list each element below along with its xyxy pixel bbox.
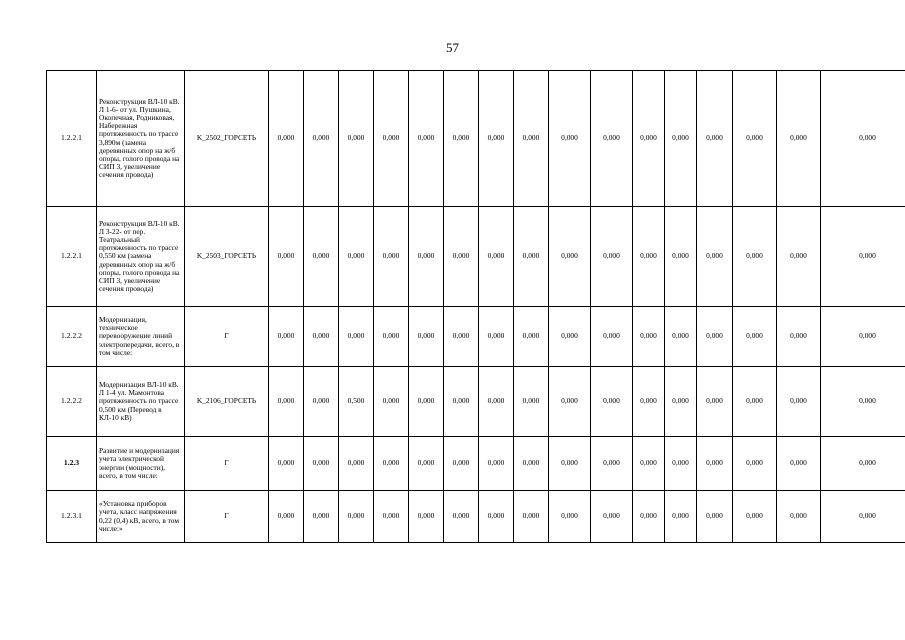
value-cell: 0,000 — [633, 437, 665, 491]
value-cell: 0,000 — [304, 207, 339, 307]
value-cell: 0,000 — [591, 367, 633, 437]
value-cell: 0,000 — [549, 491, 591, 543]
value-cell: 0,000 — [733, 307, 777, 367]
row-description: Модернизация ВЛ-10 кВ. Л 1-4 ул. Мамонтова протяженность по трассе 0,500 км (Перевод в КЛ-10 кВ) — [97, 367, 185, 437]
value-cell: 0,000 — [339, 491, 374, 543]
value-cell: 0,000 — [444, 207, 479, 307]
value-cell: 0,000 — [821, 71, 905, 207]
value-cell: 0,000 — [733, 437, 777, 491]
row-description: «Установка приборов учета, класс напряжения 0,22 (0,4) кВ, всего, в том числе:» — [97, 491, 185, 543]
row-description: Реконструкция ВЛ-10 кВ. Л 3-22- от пер. Театральный протяженность по трассе 0,550 км (замена деревянных опор на ж/б опоры, голого провода на СИП 3, увеличение сечения провода) — [97, 207, 185, 307]
value-cell: 0,000 — [697, 307, 733, 367]
value-cell: 0,000 — [409, 491, 444, 543]
value-cell: 0,000 — [777, 491, 821, 543]
value-cell: 0,000 — [665, 207, 697, 307]
row-description: Развитие и модернизация учета электрической энергии (мощности), всего, в том числе: — [97, 437, 185, 491]
value-cell: 0,000 — [633, 367, 665, 437]
row-index: 1.2.3.1 — [47, 491, 97, 543]
value-cell: 0,000 — [479, 207, 514, 307]
value-cell: 0,000 — [339, 307, 374, 367]
table-row — [47, 491, 905, 543]
value-cell: 0,000 — [409, 207, 444, 307]
value-cell: 0,000 — [514, 367, 549, 437]
value-cell: 0,000 — [479, 437, 514, 491]
table-row — [47, 437, 905, 491]
page-number: 57 — [446, 40, 459, 55]
value-cell: 0,000 — [591, 207, 633, 307]
value-cell: 0,000 — [409, 307, 444, 367]
value-cell: 0,000 — [409, 437, 444, 491]
value-cell: 0,000 — [733, 71, 777, 207]
value-cell: 0,000 — [269, 307, 304, 367]
value-cell: 0,000 — [665, 367, 697, 437]
value-cell: 0,000 — [409, 367, 444, 437]
value-cell: 0,000 — [374, 71, 409, 207]
value-cell: 0,000 — [697, 491, 733, 543]
value-cell: 0,000 — [269, 367, 304, 437]
value-cell: 0,000 — [777, 367, 821, 437]
value-cell: 0,000 — [444, 491, 479, 543]
row-index: 1.2.2.1 — [47, 71, 97, 207]
value-cell: 0,000 — [821, 207, 905, 307]
value-cell: 0,000 — [514, 207, 549, 307]
value-cell: 0,000 — [479, 307, 514, 367]
value-cell: 0,000 — [374, 207, 409, 307]
table-row — [47, 307, 905, 367]
value-cell: 0,000 — [339, 437, 374, 491]
value-cell: 0,000 — [697, 71, 733, 207]
row-code: K_2106_ГОРСЕТЬ — [185, 367, 269, 437]
value-cell: 0,000 — [665, 307, 697, 367]
value-cell: 0,000 — [514, 437, 549, 491]
value-cell: 0,000 — [777, 437, 821, 491]
value-cell: 0,000 — [444, 437, 479, 491]
row-index: 1.2.2.1 — [47, 207, 97, 307]
value-cell: 0,000 — [665, 71, 697, 207]
value-cell: 0,000 — [665, 491, 697, 543]
value-cell: 0,000 — [821, 437, 905, 491]
value-cell: 0,000 — [697, 437, 733, 491]
row-description: Реконструкция ВЛ-10 кВ. Л 1-6- от ул. Пушкина, Окопечная, Родниковая, Набережная протяженность по трассе 3,890м (замена деревянных опор на ж/б опоры, голого провода на СИП 3, увеличение сечения провода) — [97, 71, 185, 207]
value-cell: 0,000 — [591, 307, 633, 367]
row-index: 1.2.3 — [47, 437, 97, 491]
value-cell: 0,000 — [304, 307, 339, 367]
row-index: 1.2.2.2 — [47, 367, 97, 437]
row-description: Модернизация, техническое перевооружение линий электропередачи, всего, в том числе: — [97, 307, 185, 367]
value-cell: 0,000 — [733, 367, 777, 437]
row-code: Г — [185, 307, 269, 367]
value-cell: 0,000 — [549, 307, 591, 367]
value-cell: 0,000 — [444, 367, 479, 437]
value-cell: 0,000 — [444, 307, 479, 367]
value-cell: 0,000 — [591, 71, 633, 207]
value-cell: 0,000 — [633, 71, 665, 207]
row-index: 1.2.2.2 — [47, 307, 97, 367]
value-cell: 0,000 — [514, 491, 549, 543]
row-code: K_2503_ГОРСЕТЬ — [185, 207, 269, 307]
value-cell: 0,000 — [633, 207, 665, 307]
value-cell: 0,000 — [549, 71, 591, 207]
value-cell: 0,000 — [269, 71, 304, 207]
value-cell: 0,000 — [444, 71, 479, 207]
value-cell: 0,000 — [777, 207, 821, 307]
value-cell: 0,000 — [633, 307, 665, 367]
value-cell: 0,000 — [777, 307, 821, 367]
value-cell: 0,000 — [374, 307, 409, 367]
value-cell: 0,000 — [374, 437, 409, 491]
table-row — [47, 71, 905, 207]
value-cell: 0,000 — [733, 491, 777, 543]
value-cell: 0,000 — [269, 207, 304, 307]
value-cell: 0,000 — [733, 207, 777, 307]
value-cell: 0,000 — [549, 367, 591, 437]
value-cell: 0,000 — [777, 71, 821, 207]
value-cell: 0,000 — [304, 437, 339, 491]
value-cell: 0,000 — [409, 71, 444, 207]
value-cell: 0,000 — [339, 207, 374, 307]
value-cell: 0,000 — [304, 367, 339, 437]
value-cell: 0,000 — [549, 207, 591, 307]
value-cell: 0,000 — [304, 491, 339, 543]
value-cell: 0,000 — [514, 307, 549, 367]
table-row — [47, 207, 905, 307]
value-cell: 0,000 — [549, 437, 591, 491]
value-cell: 0,000 — [269, 437, 304, 491]
row-code: K_2502_ГОРСЕТЬ — [185, 71, 269, 207]
value-cell: 0,000 — [479, 491, 514, 543]
value-cell: 0,000 — [633, 491, 665, 543]
value-cell: 0,000 — [821, 491, 905, 543]
value-cell: 0,000 — [514, 71, 549, 207]
value-cell: 0,000 — [821, 307, 905, 367]
row-code: Г — [185, 437, 269, 491]
table-row — [47, 367, 905, 437]
value-cell: 0,000 — [374, 491, 409, 543]
value-cell: 0,000 — [304, 71, 339, 207]
row-code: Г — [185, 491, 269, 543]
value-cell: 0,000 — [697, 367, 733, 437]
investment-table — [46, 70, 905, 543]
value-cell: 0,000 — [374, 367, 409, 437]
value-cell: 0,000 — [821, 367, 905, 437]
value-cell: 0,000 — [479, 71, 514, 207]
value-cell: 0,500 — [339, 367, 374, 437]
value-cell: 0,000 — [479, 367, 514, 437]
value-cell: 0,000 — [269, 491, 304, 543]
value-cell: 0,000 — [697, 207, 733, 307]
value-cell: 0,000 — [591, 437, 633, 491]
value-cell: 0,000 — [591, 491, 633, 543]
value-cell: 0,000 — [665, 437, 697, 491]
value-cell: 0,000 — [339, 71, 374, 207]
